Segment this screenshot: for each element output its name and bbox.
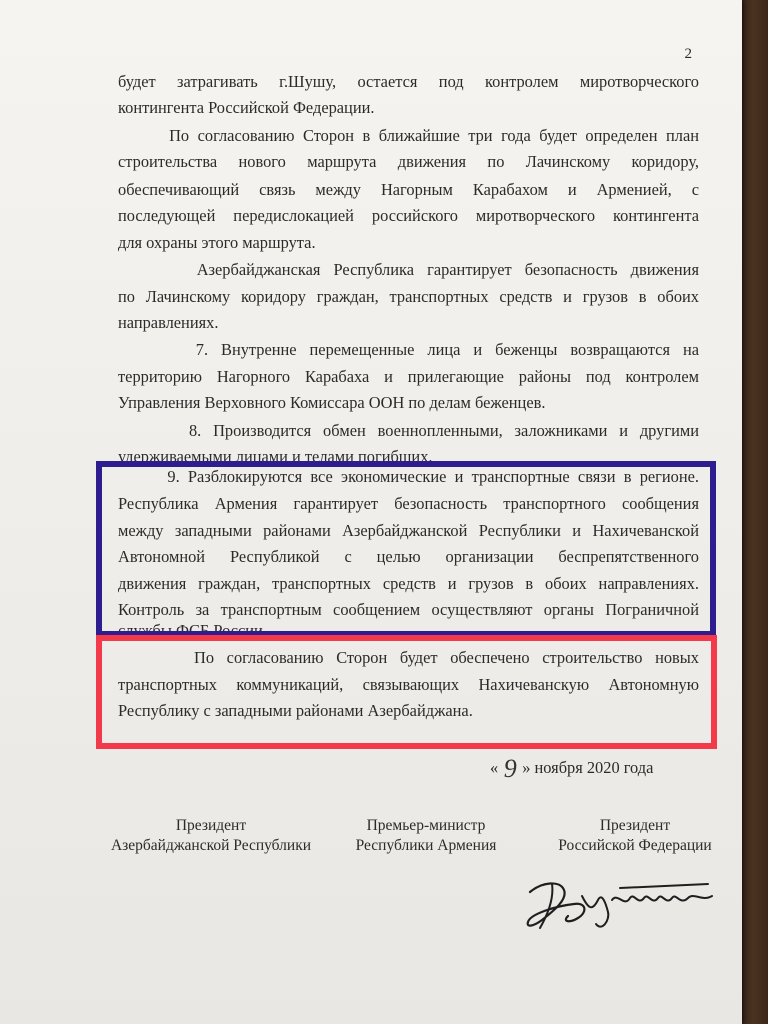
document-line: Республика Армения гарантирует безопасность транспортного сообщения	[118, 494, 699, 513]
date-day-handwritten: 9	[503, 754, 517, 783]
signatory-russia	[540, 816, 730, 856]
document-line: удерживаемыми лицами и телами погибших.	[118, 447, 433, 466]
document-line: обеспечивающий связь между Нагорным Карабахом и Арменией, с	[118, 180, 699, 199]
document-line: транспортных коммуникаций, связывающих Нахичеванскую Автономную	[118, 675, 699, 694]
document-line: для охраны этого маршрута.	[118, 233, 316, 252]
signatory-title: Премьер-министр	[366, 817, 486, 834]
signatory-title: Президент	[599, 817, 671, 834]
date-open-quote: «	[490, 758, 499, 777]
signatory-azerbaijan	[96, 816, 326, 856]
document-line: по Лачинскому коридору граждан, транспортных средств и грузов в обоих	[118, 287, 699, 306]
document-line: По согласованию Сторон будет обеспечено строительство новых	[118, 648, 699, 667]
document-line: Автономной Республикой с целью организации беспрепятственного	[118, 547, 699, 566]
signing-date	[490, 754, 654, 783]
signatory-armenia	[338, 816, 514, 856]
document-line: последующей передислокацией российского миротворческого контингента	[118, 206, 699, 225]
signatory-subtitle: Азербайджанской Республики	[110, 837, 312, 854]
document-line: Управления Верховного Комиссара ООН по делам беженцев.	[118, 393, 546, 412]
document-line: По согласованию Сторон в ближайшие три года будет определен план	[118, 126, 699, 145]
document-line: контингента Российской Федерации.	[118, 98, 375, 117]
signatory-subtitle: Российской Федерации	[558, 837, 712, 854]
document-line: направлениях.	[118, 313, 219, 332]
document-line: службы ФСБ России.	[118, 621, 267, 640]
document-line: 8. Производится обмен военнопленными, заложниками и другими	[118, 421, 699, 440]
document-line: будет затрагивать г.Шушу, остается под контролем миротворческого	[118, 72, 699, 91]
document-line: движения граждан, транспортных средств и грузов в обоих направлениях.	[118, 574, 699, 593]
document-line: между западными районами Азербайджанской Республики и Нахичеванской	[118, 521, 699, 540]
document-line: строительства нового маршрута движения по Лачинскому коридору,	[118, 152, 699, 171]
page-number: 2	[684, 46, 692, 62]
handwritten-signature	[512, 862, 732, 940]
date-rest: » ноября 2020 года	[522, 758, 654, 777]
document-line: 7. Внутренне перемещенные лица и беженцы возвращаются на	[118, 340, 699, 359]
document-line: Контроль за транспортным сообщением осуществляют органы Пограничной	[118, 600, 699, 619]
signatory-subtitle: Республики Армения	[355, 837, 497, 854]
document-line: Республику с западными районами Азербайджана.	[118, 701, 473, 720]
document-line: Азербайджанская Республика гарантирует безопасность движения	[118, 260, 699, 279]
document-line: территорию Нагорного Карабаха и прилегающие районы под контролем	[118, 367, 699, 386]
document-line: 9. Разблокируются все экономические и транспортные связи в регионе.	[118, 467, 699, 486]
signatory-title: Президент	[175, 817, 247, 834]
